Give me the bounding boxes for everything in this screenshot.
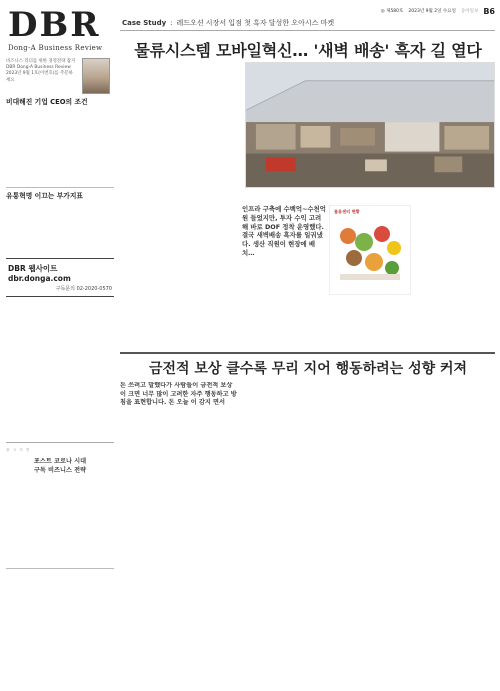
dbr-website-box[interactable] xyxy=(6,258,114,297)
section-divider xyxy=(120,352,495,354)
article-2-subhead: 돈 쓰려고 말했다가 사람들이 금전적 보상이 크면 너무 많이 고려한 자주 행동하고 방침을 표현합니다. 돈 오늘 이 감지 면서 xyxy=(120,382,237,407)
page-number: B6 xyxy=(483,6,495,16)
ad-contact-text xyxy=(6,573,114,603)
magazine-cover-image[interactable] xyxy=(82,58,110,94)
dbr-website-link[interactable]: DBR 웹사이트 dbr.donga.com xyxy=(8,264,71,283)
issue-number: ◎ 제580호 xyxy=(380,9,404,14)
magazine-promo[interactable] xyxy=(6,58,114,94)
case-study-line xyxy=(122,18,494,28)
pull-quote: 인프라 구축에 수백억~수천억원 들었지만, 투자 수익 고려해 바로 DOF 정착 운영했다. 결국 새벽배송 흑자를 일궈냈다. 생산 직원이 현장에 배치… xyxy=(242,205,326,257)
dbr-logo: DBR xyxy=(8,5,101,45)
produce-illustration xyxy=(334,216,406,286)
masthead-subtitle: Dong-A Business Review xyxy=(8,44,103,52)
ad-body-text xyxy=(6,481,114,565)
article-2-column xyxy=(120,382,238,682)
divider xyxy=(6,187,114,188)
sidebar-body-text xyxy=(6,110,114,184)
sidebar xyxy=(6,58,114,688)
headline-1: 물류시스템 모바일혁신… '새벽 배송' 흑자 길 열다 xyxy=(134,41,482,60)
article-1-column xyxy=(120,258,238,348)
warehouse-illustration xyxy=(246,63,494,187)
headline-2: 금전적 보상 클수록 무리 지어 행동하려는 성향 커져 xyxy=(148,361,468,377)
article-1-column xyxy=(242,258,326,348)
sidebar-body-text xyxy=(6,204,114,254)
infographic xyxy=(329,205,411,295)
header-strip xyxy=(300,5,495,17)
issue-date: 2023년 9월 2일 수요일 xyxy=(408,9,456,14)
promo-text: 비즈니스 리더를 위한 경영전략 잡지 DBR Dong-A Business Review 2023년 9월 1호(이번호)를 주문하세요 xyxy=(6,59,76,83)
article-2-column xyxy=(416,382,496,682)
warehouse-photo xyxy=(245,62,495,188)
ad-title: 구독 비즈니스 전략 xyxy=(33,466,87,474)
case-study-title: 레드오션 시장서 입점 첫 흑자 달성한 오아시스 마켓 xyxy=(176,19,335,27)
case-study-colon: : xyxy=(170,19,173,27)
divider xyxy=(6,568,114,569)
sidebar-ad xyxy=(6,442,114,688)
ad-tab-label: 광 고 지 면 xyxy=(6,448,31,452)
masthead xyxy=(8,5,112,56)
top-rule xyxy=(120,30,495,31)
ad-title: 포스트 코로나 시대 xyxy=(33,458,87,465)
sidebar-heading-ceo: 비대해진 기업 CEO의 조건 xyxy=(6,98,88,106)
sidebar-heading-retail: 유통혁명 이끄는 부가지표 xyxy=(6,192,83,200)
article-2-column xyxy=(244,382,326,682)
infographic-label: 물류센터 현황 xyxy=(334,209,360,214)
article-1-column xyxy=(120,64,238,254)
photo-caption xyxy=(245,189,495,203)
newspaper-label: 동아일보 xyxy=(460,9,479,14)
article-2-column xyxy=(330,382,412,682)
article-1-column xyxy=(413,258,495,348)
case-study-label: Case Study xyxy=(122,19,167,27)
subscription-phone: 구독문의 02-2020-0570 xyxy=(55,286,112,292)
